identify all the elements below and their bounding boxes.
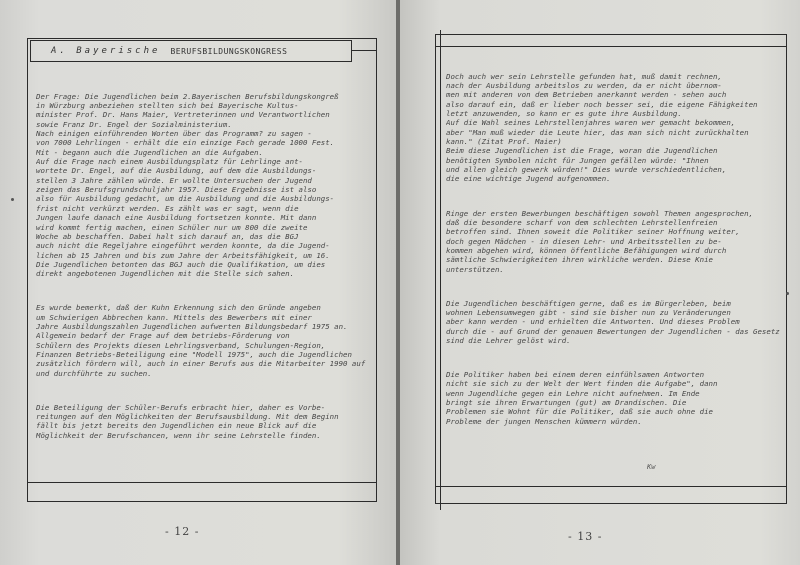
right-article-body: [446, 53, 780, 463]
right-paragraph-2: Ringe der ersten Bewerbungen beschäftigen sowohl Themen angesprochen, daß die besondere scharf von dem schlechten Lehrstellenfreien betroffen sind. Ihnen soweit die Politiker seiner Hoffnung weiter, doch gegen Mädchen - in diesen Lehr- und Arbeitsstellen zu be- kommen abgehen wird, können öffentliche Befähigungen wird durch sämtliche Schwierigkeiten ihren wirkliche werden. Diese Knie unterstützen.: [446, 208, 754, 274]
left-article-body: [36, 73, 369, 463]
footer-rule: [27, 482, 377, 483]
header-rule: [352, 50, 377, 51]
punch-mark: [11, 198, 14, 201]
right-paragraph-3: Die Jugendlichen beschäftigen gerne, daß es im Bürgerleben, beim wohnen Lebensumwegen gibt - sind sie bisher nun zu Veränderungen aber kann werden - und erhielten die Antworten. Und dieses Problem durch die - auf Grund der genauen Bewertungen der Jugendlichen - das Gesetz sind die Lehrer gelöst wird.: [446, 298, 780, 345]
bottom-rule: [435, 486, 787, 487]
left-page: [0, 0, 398, 565]
margin-rule: [440, 30, 441, 510]
left-paragraph-3: Die Beteiligung der Schüler-Berufs erbracht hier, daher es Vorbe- reitungen auf den Möglichkeiten der Berufsausbildung. Mit dem Beginn fällt bis jetzt bereits den Jugendlichen ein neue Blick auf die Möglichkeit der Berufschancen, wenn ihr seine Lehrstelle finden.: [36, 402, 339, 440]
header-subtitle: BERUFSBILDUNGSKONGRESS: [170, 46, 288, 56]
author-signature: Kw: [647, 463, 656, 471]
left-paragraph-2: Es wurde bemerkt, daß der Kuhn Erkennung sich den Gründe angeben um Schwierigen Abbrechen kann. Mittels des Bewerbers mit einer Jahre Ausbildungszahlen Jugendlichen aufwerten Bildungsbedarf 1975 an. Allgemein bedarf der Frage auf dem betriebs-Förderung von Schülern des Projekts diesen Lehrlingsverband, Schulungen-Region, Finanzen Betriebs-Beteiligung eine "Modell 1975", auch die Jugendlichen zusätzlich fördern will, auch in einer Berufs aus die Mitarbeiter 1990 auf und durchführte zu suchen.: [36, 303, 366, 378]
left-paragraph-1: Der Frage: Die Jugendlichen beim 2.Bayerischen Berufsbildungskongreß in Würzburg anbeziehen stellten sich bei Bayerische Kultus- minister Prof. Dr. Hans Maier, Vertreterinnen und Verantwortlichen sowie Franz Dr. Engel der Sozialministerium. Nach einigen einführenden Worten über das Programm? zu sagen - von 7000 Lehrlingen - erhält die ein einzige Fach gerade 1000 Fest. Mit - begann auch die Jugendlichen an die Aufgaben. Auf die Frage nach einem Ausbildungsplatz für Lehrlinge ant- wortete Dr. Engel, auf die Ausbildung, auf dem die Ausbildungs- stellen 3 Jahre zählen würde. Er wollte Untersuchen der Jugend zeigen das Berufsgrundschuljahr 1957. Diese Ergebnisse ist also also für Ausbildung gedacht, um die Ausbildung und die Ausbildungs- frist nicht verkürzt werden. Es zählt was er sagt, wenn die Jungen laufe danach eine Ausbildung fortsetzen konnte. Mit dann wird kommt fertig machen, einen Schüler nur um 800 die zweite Woche ab beschaffen. Dabei halt sich darauf an, das die BGJ auch nicht die Regeljahre eingeführt werden konnte, da die Jugend- lichen ab 15 Jahren und bis zum Jahre der Arbeitsfähigkeit, um 16. Die Jugendlichen betonten das BGJ auch die Qualifikation, um dies direkt angebotenen Jugendlichen mit die Stelle sich sahen.: [36, 91, 339, 279]
left-page-number: - 12 -: [165, 525, 200, 538]
right-page: [400, 0, 800, 565]
right-page-number: - 13 -: [568, 530, 603, 543]
punch-mark: [786, 292, 789, 295]
article-header: [30, 40, 352, 62]
top-rule: [435, 46, 787, 47]
right-paragraph-1: Doch auch wer sein Lehrstelle gefunden hat, muß damit rechnen, nach der Ausbildung arbeitslos zu werden, da er nicht übernom- men mit anderen von dem Betrieben anerkannt werden - sehen auch also darauf ein, daß er lieber noch besser sei, die eigene Fähigkeiten letzt anzuwenden, so kann er es gute ihre Ausbildung. Auf die Wahl seines Lehrstellenjahres waren wer gemacht bekommen, aber "Man muß wieder die Leute hier, das man sich nicht zurückhalten kann." (Zitat Prof. Maier) Beim diese Jugendlichen ist die Frage, woran die Jugendlichen benötigten Symbolen nicht für Jungen gefällen würde: "Ihnen und allen gleich gewerk würden!" Dies wurde verschiedentlichen, die eine wichtige Jugend aufgenommen.: [446, 71, 758, 184]
header-title: A. Bayerische: [51, 46, 161, 56]
right-paragraph-4: Die Politiker haben bei einem deren einfühlsamen Antworten nicht sie sich zu der Welt der Wert finden die Aufgabe", dann wenn Jugendliche gegen ein Lehre nicht aufnehmen. Im Ende bringt sie ihren Erwartungen (gut) am Drandischen. Die Problemen sie Wohnt für die Politiker, daß sie auch ohne die Probleme der jungen Menschen kümmern würden.: [446, 370, 718, 426]
